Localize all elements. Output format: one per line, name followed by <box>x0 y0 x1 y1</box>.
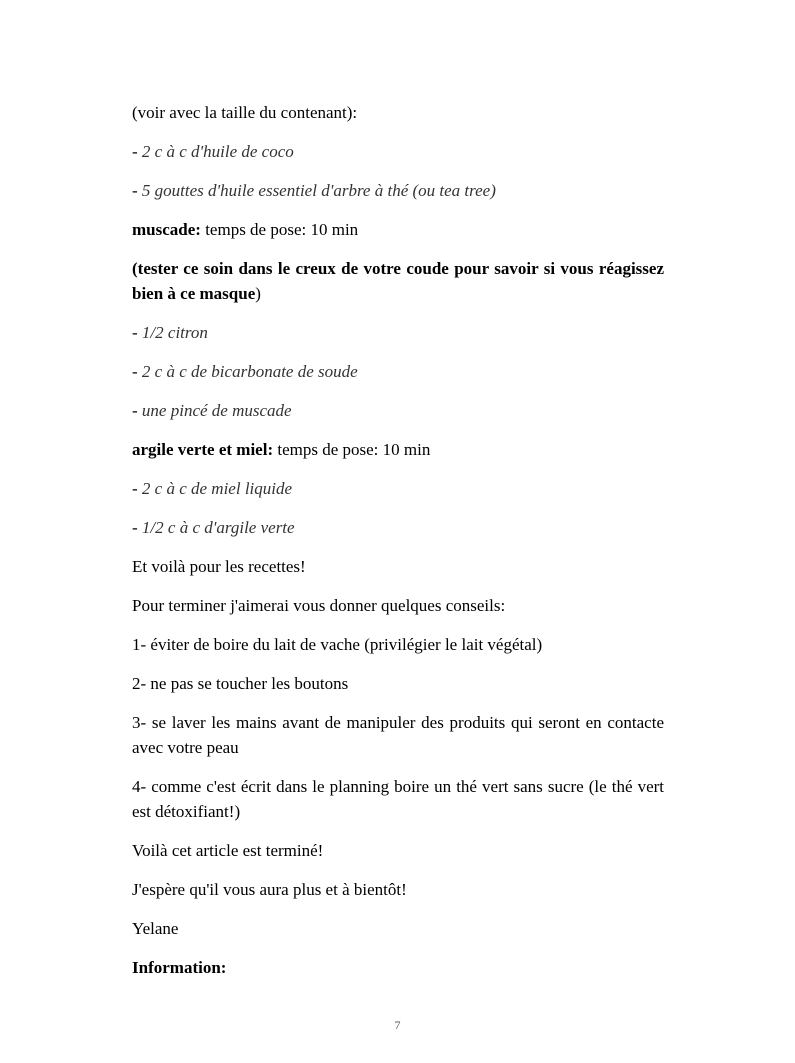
test-warning <box>132 256 664 306</box>
advice-text: 3- se laver les mains avant de manipuler des produits qui seront en contacte avec votre peau <box>132 713 664 757</box>
author-signature <box>132 916 664 941</box>
paragraph-text: J'espère qu'il vous aura plus et à bientôt! <box>132 880 407 899</box>
list-dash: - <box>132 479 142 498</box>
paragraph-article-end <box>132 838 664 863</box>
ingredient-item <box>132 178 664 203</box>
list-dash: - <box>132 142 142 161</box>
recipe-heading-muscade <box>132 217 664 242</box>
author-name: Yelane <box>132 919 179 938</box>
ingredient-item <box>132 398 664 423</box>
page-body <box>132 100 664 994</box>
list-dash: - <box>132 323 142 342</box>
ingredient-text: 2 c à c d'huile de coco <box>141 142 294 161</box>
paragraph-farewell <box>132 877 664 902</box>
ingredient-item <box>132 515 664 540</box>
heading-text: Information: <box>132 958 227 977</box>
ingredient-text: 2 c à c de miel liquide <box>141 479 293 498</box>
advice-text: 2- ne pas se toucher les boutons <box>132 674 349 693</box>
paragraph-recipes-end <box>132 554 664 579</box>
ingredient-text: une pincé de muscade <box>141 401 292 420</box>
recipe-time: temps de pose: 10 min <box>200 220 359 239</box>
ingredient-item <box>132 320 664 345</box>
list-dash: - <box>132 518 142 537</box>
warning-close-paren: ) <box>255 284 261 303</box>
ingredient-text: 1/2 c à c d'argile verte <box>141 518 295 537</box>
warning-text: (tester ce soin dans le creux de votre coude pour savoir si vous réagissez bien à ce masque <box>132 259 664 303</box>
page-number: 7 <box>394 1018 401 1032</box>
list-dash: - <box>132 401 142 420</box>
section-heading-information <box>132 955 664 980</box>
ingredient-item <box>132 359 664 384</box>
advice-item <box>132 774 664 824</box>
advice-text: 1- éviter de boire du lait de vache (privilégier le lait végétal) <box>132 635 543 654</box>
advice-item <box>132 710 664 760</box>
advice-text: 4- comme c'est écrit dans le planning boire un thé vert sans sucre (le thé vert est détoxifiant!) <box>132 777 664 821</box>
ingredient-item <box>132 476 664 501</box>
container-note-text: (voir avec la taille du contenant): <box>132 103 358 122</box>
ingredient-text: 1/2 citron <box>141 323 208 342</box>
ingredient-text: 5 gouttes d'huile essentiel d'arbre à thé (ou tea tree) <box>141 181 496 200</box>
recipe-title: argile verte et miel: <box>132 440 274 459</box>
ingredient-item <box>132 139 664 164</box>
list-dash: - <box>132 181 142 200</box>
paragraph-text: Pour terminer j'aimerai vous donner quelques conseils: <box>132 596 506 615</box>
list-dash: - <box>132 362 142 381</box>
paragraph-text: Et voilà pour les recettes! <box>132 557 306 576</box>
ingredient-text: 2 c à c de bicarbonate de soude <box>141 362 358 381</box>
paragraph-advice-intro <box>132 593 664 618</box>
paragraph-container-note <box>132 100 664 125</box>
recipe-time: temps de pose: 10 min <box>273 440 431 459</box>
recipe-title: muscade: <box>132 220 201 239</box>
paragraph-text: Voilà cet article est terminé! <box>132 841 324 860</box>
advice-item <box>132 632 664 657</box>
recipe-heading-argile <box>132 437 664 462</box>
advice-item <box>132 671 664 696</box>
